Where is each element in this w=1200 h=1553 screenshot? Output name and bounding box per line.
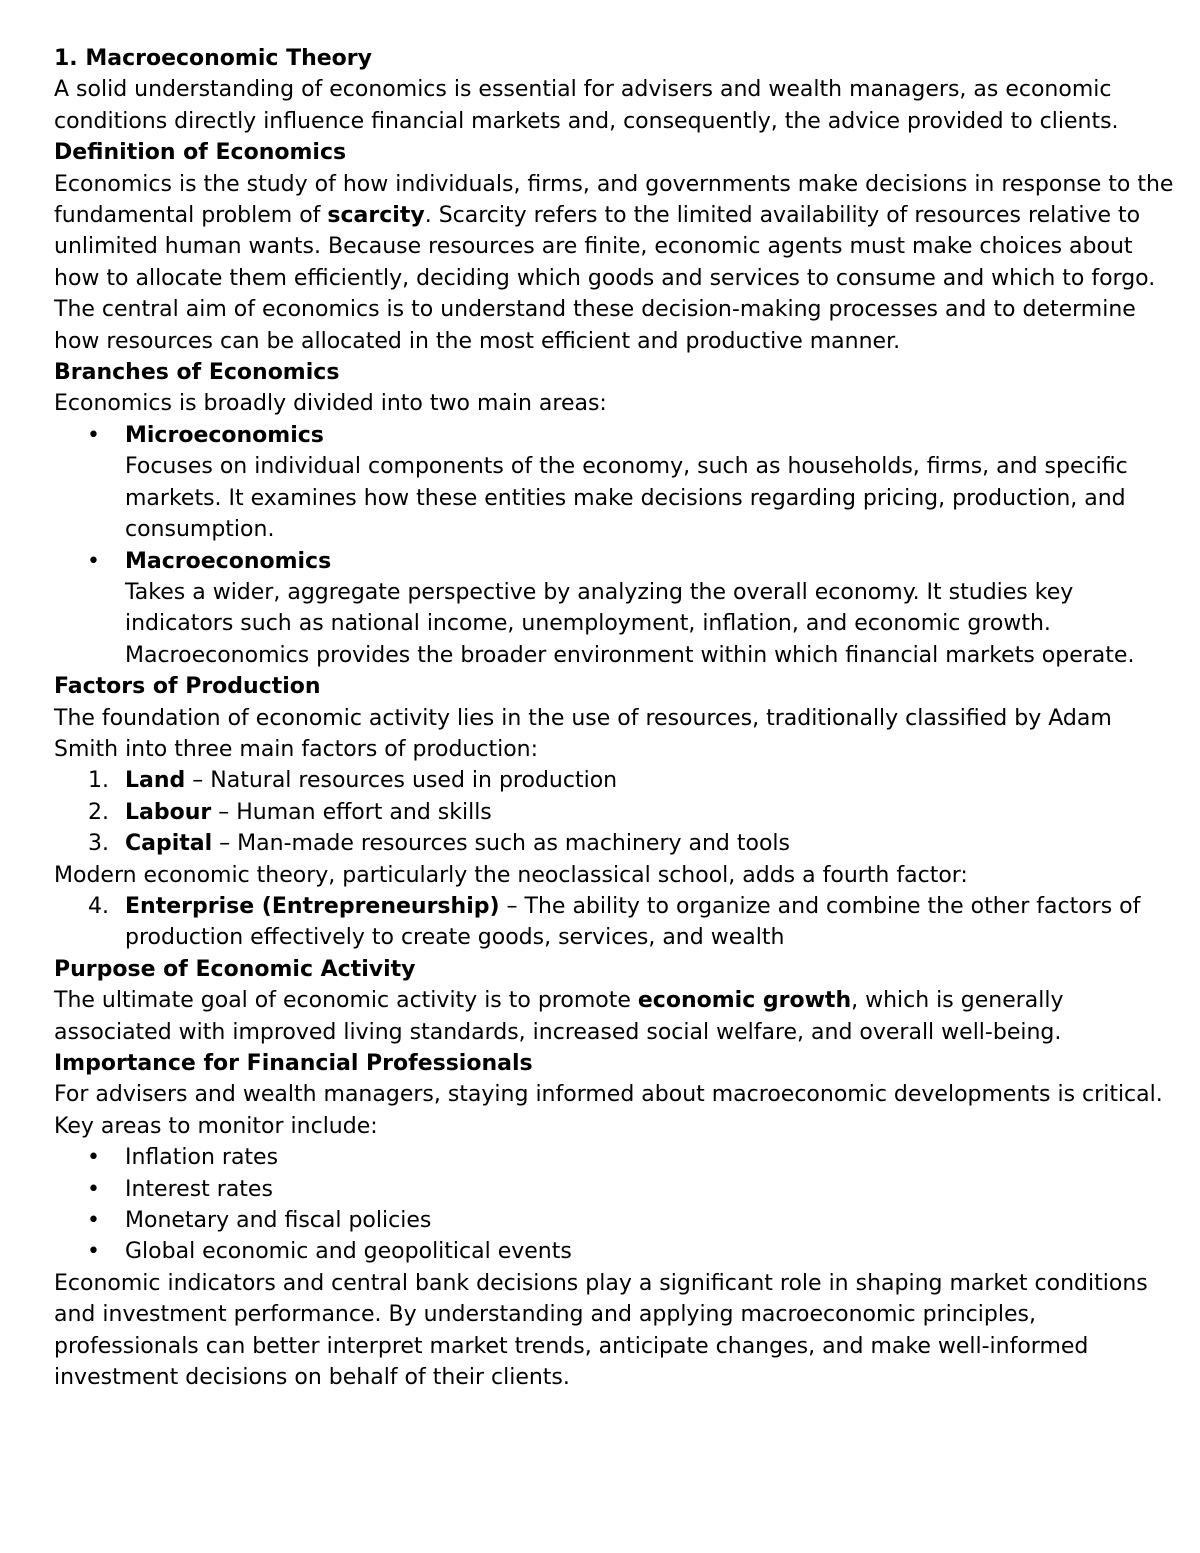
macroeconomics-title: • Macroeconomics [125, 548, 332, 574]
purpose-paragraph [54, 985, 1174, 1048]
microeconomics-text: Focuses on individual components of the economy, such as households, firms, and specific markets. It examines how these entities make decisions regarding pricing, production, and consumption. [125, 454, 1128, 543]
list-item-microeconomics [125, 420, 1174, 546]
definition-text-end: . Scarcity refers to the limited availability of resources relative to unlimited human wants. Because resources are finite, economic agents must make choices about how to allocate them efficiently, deciding which goods and services to consume and which to forgo. [54, 203, 1156, 291]
factor-number: 4. [88, 893, 109, 919]
factors-list-fourth [54, 891, 1174, 954]
factor-number: 2. [88, 799, 109, 825]
importance-heading: Importance for Financial Professionals [54, 1051, 533, 1076]
purpose-heading: Purpose of Economic Activity [54, 956, 416, 982]
factors-list [54, 765, 1174, 859]
purpose-text-start: The ultimate goal of economic activity is to promote [54, 988, 638, 1014]
list-item: • Interest rates [125, 1174, 1174, 1205]
macroeconomics-text: Takes a wider, aggregate perspective by analyzing the overall economy. It studies key indicators such as national income, unemployment, inflation, and economic growth. Macroeconomics provides the broader environment within which financial markets operate. [125, 579, 1135, 668]
purpose-text-end: , which is generally associated with improved living standards, increased social welfare, and overall well-being. [54, 988, 1064, 1045]
list-item: • Monetary and fiscal policies [125, 1205, 1174, 1236]
factor-term: Enterprise (Entrepreneurship) [125, 893, 500, 919]
definition-heading: Definition of Economics [54, 140, 347, 166]
importance-intro: For advisers and wealth managers, staying informed about macroeconomic developments is critical. Key areas to monitor include: [54, 1082, 1163, 1139]
factor-description: – The ability to organize and combine the other factors of production effectively to create goods, services, and wealth [125, 893, 1141, 951]
monitor-list [54, 1142, 1174, 1268]
factors-modern-paragraph: Modern economic theory, particularly the neoclassical school, adds a fourth factor: [54, 862, 968, 888]
factors-heading: Factors of Production [54, 674, 321, 700]
factor-number: 1. [88, 768, 109, 794]
factors-intro: The foundation of economic activity lies in the use of resources, traditionally classified by Adam Smith into three main factors of production: [54, 705, 1112, 762]
definition-paragraph-1 [54, 169, 1174, 295]
branches-intro: Economics is broadly divided into two main areas: [54, 391, 607, 417]
definition-text-start: Economics is the study of how individuals, firms, and governments make decisions in response to the fundamental problem of [54, 171, 1174, 229]
definition-paragraph-2: The central aim of economics is to understand these decision-making processes and to determine how resources can be allocated in the most efficient and productive manner. [54, 297, 1136, 354]
factor-term: Capital [125, 831, 213, 857]
list-item: • Global economic and geopolitical events [125, 1236, 1174, 1267]
list-item-macroeconomics [125, 546, 1174, 672]
closing-paragraph: Economic indicators and central bank decisions play a significant role in shaping market conditions and investment performance. By understanding and applying macroeconomic principles, professionals can better interpret market trends, anticipate changes, and make well-informed investment decisions on behalf of their clients. [54, 1270, 1148, 1391]
factor-item-labour [88, 797, 1174, 828]
factor-item-capital [88, 828, 1174, 859]
intro-paragraph: A solid understanding of economics is essential for advisers and wealth managers, as economic conditions directly influence financial markets and, consequently, the advice provided to clients. [54, 77, 1119, 134]
factor-term: Labour [125, 799, 212, 825]
scarcity-term: scarcity [327, 203, 425, 229]
document-page [54, 43, 1174, 1393]
factor-item-land [88, 765, 1174, 796]
factor-description: – Natural resources used in production [185, 768, 618, 794]
factor-term: Land [125, 768, 186, 794]
branches-heading: Branches of Economics [54, 360, 340, 386]
list-item: • Inflation rates [125, 1142, 1174, 1173]
economic-growth-term: economic growth [637, 988, 852, 1014]
factor-description: – Man-made resources such as machinery and tools [212, 831, 791, 857]
factor-item-enterprise [88, 891, 1174, 954]
factor-description: – Human effort and skills [211, 799, 492, 825]
branches-list [54, 420, 1174, 671]
microeconomics-title: • Microeconomics [125, 422, 324, 448]
document-title: 1. Macroeconomic Theory [54, 46, 372, 71]
factor-number: 3. [88, 831, 109, 857]
